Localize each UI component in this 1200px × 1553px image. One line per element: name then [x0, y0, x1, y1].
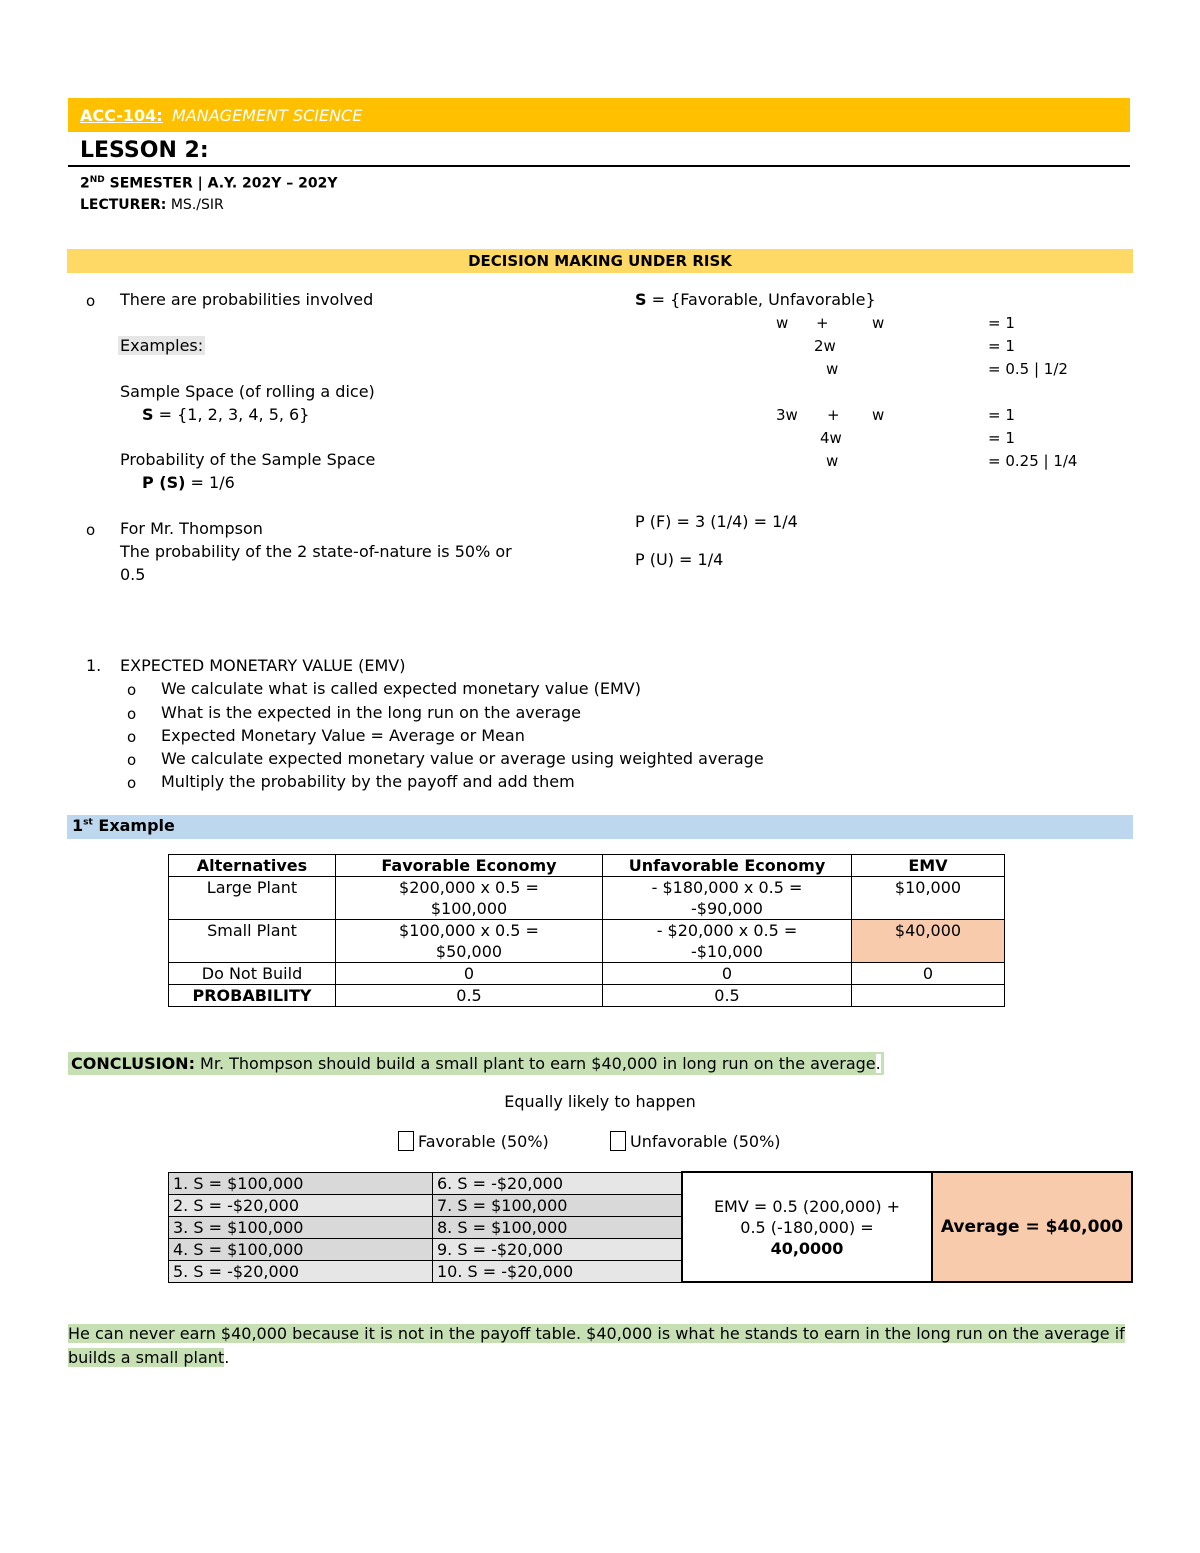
- examples-label: Examples:: [120, 336, 204, 355]
- alt-cell: Do Not Build: [169, 963, 336, 985]
- emv-cell: 0: [852, 963, 1005, 985]
- unf-cell: - $20,000 x 0.5 = -$10,000: [603, 920, 852, 963]
- semester-line: 2ND SEMESTER | A.Y. 202Y – 202Y: [80, 175, 338, 192]
- probability-row: [169, 985, 1005, 1007]
- math-operator: +: [816, 314, 829, 332]
- emv-cell-best: $40,000: [852, 920, 1005, 963]
- trial-cell: 1. S = $100,000: [169, 1172, 433, 1194]
- table-header-row: [169, 855, 1005, 877]
- math-term: 4w: [820, 429, 842, 447]
- header-unfavorable: Unfavorable Economy: [603, 855, 852, 877]
- trial-cell: 8. S = $100,000: [433, 1216, 683, 1238]
- thompson-text: The probability of the 2 state-of-nature is 50% or: [120, 542, 512, 561]
- prob-favorable: P (F) = 3 (1/4) = 1/4: [635, 512, 798, 531]
- alt-cell: Large Plant: [169, 877, 336, 920]
- sample-space-set: S = {1, 2, 3, 4, 5, 6}: [142, 405, 310, 424]
- emv-bullet: What is the expected in the long run on the average: [161, 703, 581, 722]
- title-divider: [68, 165, 1130, 167]
- trial-cell: 3. S = $100,000: [169, 1216, 433, 1238]
- example-bar: [67, 815, 1133, 839]
- bullet-icon: o: [86, 292, 96, 310]
- table-row: [169, 920, 1005, 963]
- emv-title: EXPECTED MONETARY VALUE (EMV): [120, 656, 406, 675]
- checkbox-icon: [610, 1131, 626, 1151]
- header-emv: EMV: [852, 855, 1005, 877]
- bullet-icon: o: [127, 705, 137, 723]
- table-row: [169, 1172, 1133, 1194]
- math-term: w: [826, 452, 839, 470]
- math-result: = 1: [988, 429, 1015, 447]
- trial-cell: 4. S = $100,000: [169, 1238, 433, 1260]
- prob-empty: [852, 985, 1005, 1007]
- bullet-icon: o: [127, 774, 137, 792]
- prob-unf: 0.5: [603, 985, 852, 1007]
- prob-fav: 0.5: [336, 985, 603, 1007]
- trial-cell: 6. S = -$20,000: [433, 1172, 683, 1194]
- equally-likely-text: Equally likely to happen: [504, 1092, 696, 1111]
- conclusion: CONCLUSION: Mr. Thompson should build a small plant to earn $40,000 in long run on the average.: [68, 1052, 884, 1075]
- legend-unfavorable: Unfavorable (50%): [610, 1132, 781, 1153]
- prob-sample-space-value: P (S) = 1/6: [142, 473, 235, 492]
- bullet-icon: o: [127, 728, 137, 746]
- trial-cell: 7. S = $100,000: [433, 1194, 683, 1216]
- probability-label: PROBABILITY: [169, 985, 336, 1007]
- list-number: 1.: [86, 656, 102, 675]
- emv-bullet: We calculate expected monetary value or average using weighted average: [161, 749, 764, 768]
- emv-bullet: Expected Monetary Value = Average or Mean: [161, 726, 525, 745]
- math-term: w: [826, 360, 839, 378]
- trial-cell: 10. S = -$20,000: [433, 1260, 683, 1282]
- math-term: w: [872, 406, 885, 424]
- unf-cell: 0: [603, 963, 852, 985]
- math-result: = 1: [988, 406, 1015, 424]
- payoff-table: [168, 854, 1005, 1007]
- trial-cell: 5. S = -$20,000: [169, 1260, 433, 1282]
- s-favorable-unfavorable: S = {Favorable, Unfavorable}: [635, 290, 876, 309]
- emv-calculation: EMV = 0.5 (200,000) + 0.5 (-180,000) = 40,0000: [682, 1172, 932, 1282]
- example-title: 1st Example: [72, 816, 175, 835]
- fav-cell: $200,000 x 0.5 = $100,000: [336, 877, 603, 920]
- checkbox-icon: [398, 1131, 414, 1151]
- header-favorable: Favorable Economy: [336, 855, 603, 877]
- math-result: = 1: [988, 314, 1015, 332]
- average-result: Average = $40,000: [932, 1172, 1132, 1282]
- math-result: = 1: [988, 337, 1015, 355]
- math-term: 3w: [776, 406, 798, 424]
- thompson-text: 0.5: [120, 565, 146, 584]
- final-note: He can never earn $40,000 because it is not in the payoff table. $40,000 is what he stands to earn in the long run on the average if builds a small plant.: [68, 1324, 1125, 1367]
- course-name: MANAGEMENT SCIENCE: [172, 106, 363, 125]
- table-row: [169, 963, 1005, 985]
- emv-bullet: We calculate what is called expected monetary value (EMV): [161, 679, 641, 698]
- sample-space-title: Sample Space (of rolling a dice): [120, 382, 375, 401]
- simulation-table: [168, 1171, 1133, 1283]
- table-row: [169, 877, 1005, 920]
- math-result: = 0.25 | 1/4: [988, 452, 1078, 470]
- trial-cell: 9. S = -$20,000: [433, 1238, 683, 1260]
- bullet-icon: o: [86, 521, 96, 539]
- legend-favorable: Favorable (50%): [398, 1132, 549, 1153]
- fav-cell: 0: [336, 963, 603, 985]
- trial-cell: 2. S = -$20,000: [169, 1194, 433, 1216]
- bullet-icon: o: [127, 681, 137, 699]
- emv-bullet: Multiply the probability by the payoff and add them: [161, 772, 575, 791]
- math-term: w: [872, 314, 885, 332]
- unf-cell: - $180,000 x 0.5 = -$90,000: [603, 877, 852, 920]
- thompson-text: For Mr. Thompson: [120, 519, 263, 538]
- fav-cell: $100,000 x 0.5 = $50,000: [336, 920, 603, 963]
- lesson-title: LESSON 2:: [80, 138, 209, 163]
- header-alternatives: Alternatives: [169, 855, 336, 877]
- emv-cell: $10,000: [852, 877, 1005, 920]
- lecturer-line: LECTURER: MS./SIR: [80, 197, 224, 213]
- math-term: w: [776, 314, 789, 332]
- alt-cell: Small Plant: [169, 920, 336, 963]
- bullet-icon: o: [127, 751, 137, 769]
- math-result: = 0.5 | 1/2: [988, 360, 1068, 378]
- math-term: 2w: [814, 337, 836, 355]
- math-operator: +: [827, 406, 840, 424]
- probabilities-text: There are probabilities involved: [120, 290, 374, 309]
- prob-sample-space-title: Probability of the Sample Space: [120, 450, 376, 469]
- prob-unfavorable: P (U) = 1/4: [635, 550, 724, 569]
- section-title: DECISION MAKING UNDER RISK: [468, 252, 732, 270]
- course-code: ACC-104:: [80, 106, 163, 125]
